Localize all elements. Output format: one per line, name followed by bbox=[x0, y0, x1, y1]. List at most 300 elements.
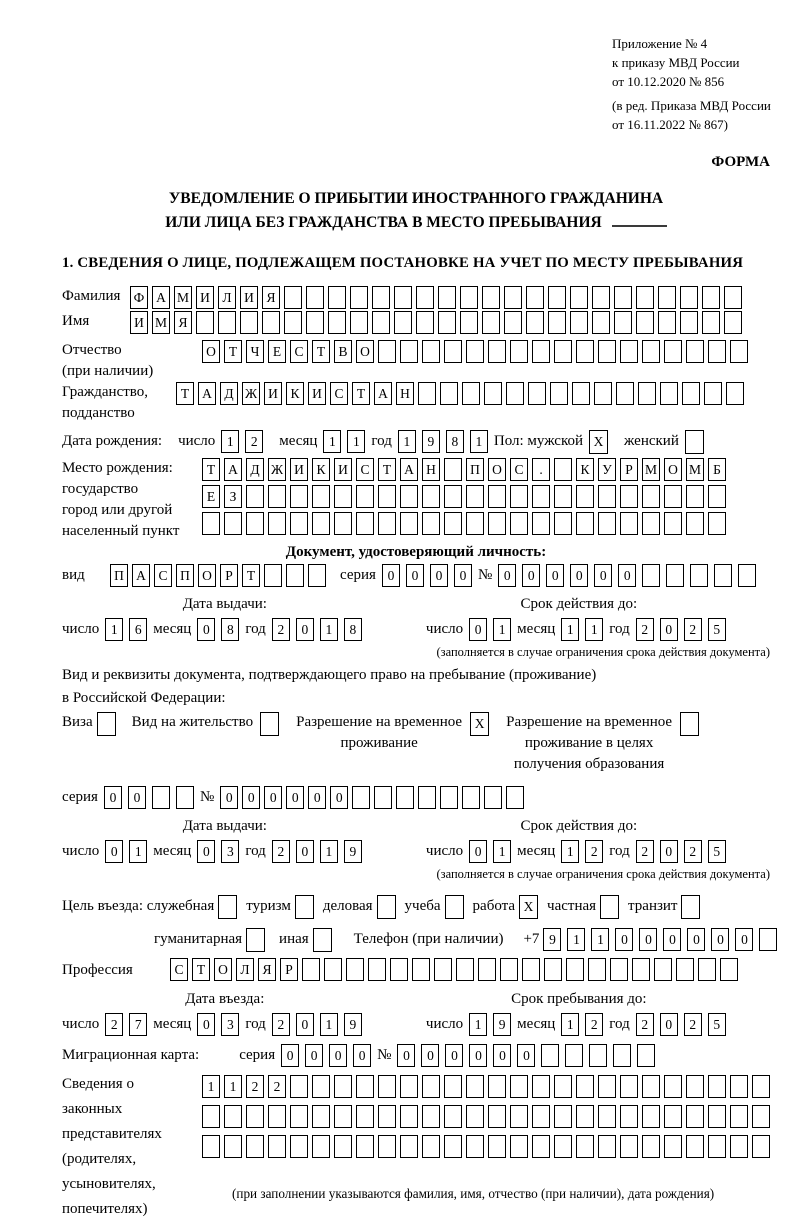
char-box[interactable]: 0 bbox=[264, 786, 282, 809]
char-box[interactable] bbox=[350, 286, 368, 309]
char-box[interactable] bbox=[708, 1075, 726, 1098]
char-box[interactable]: С bbox=[356, 458, 374, 481]
char-box[interactable]: 1 bbox=[202, 1075, 220, 1098]
char-box[interactable] bbox=[576, 340, 594, 363]
char-box[interactable] bbox=[730, 1105, 748, 1128]
char-box[interactable]: 0 bbox=[454, 564, 472, 587]
char-box[interactable] bbox=[284, 311, 302, 334]
char-box[interactable] bbox=[466, 340, 484, 363]
char-box[interactable]: Я bbox=[262, 286, 280, 309]
char-box[interactable] bbox=[506, 786, 524, 809]
char-box[interactable] bbox=[642, 485, 660, 508]
char-box[interactable]: 0 bbox=[660, 840, 678, 863]
char-box[interactable]: 0 bbox=[445, 1044, 463, 1067]
char-box[interactable]: 0 bbox=[308, 786, 326, 809]
char-box[interactable] bbox=[356, 512, 374, 535]
char-box[interactable] bbox=[532, 1135, 550, 1158]
char-box[interactable]: 1 bbox=[398, 430, 416, 453]
char-box[interactable] bbox=[550, 382, 568, 405]
char-box[interactable]: 9 bbox=[344, 840, 362, 863]
char-box[interactable] bbox=[690, 564, 708, 587]
char-box[interactable]: Н bbox=[396, 382, 414, 405]
char-box[interactable] bbox=[532, 1075, 550, 1098]
char-box[interactable] bbox=[554, 512, 572, 535]
char-box[interactable]: С bbox=[154, 564, 172, 587]
char-box[interactable]: 0 bbox=[220, 786, 238, 809]
char-box[interactable] bbox=[682, 382, 700, 405]
char-box[interactable] bbox=[620, 1075, 638, 1098]
char-box[interactable] bbox=[510, 485, 528, 508]
char-box[interactable] bbox=[390, 958, 408, 981]
char-box[interactable]: Т bbox=[242, 564, 260, 587]
char-box[interactable]: 0 bbox=[296, 618, 314, 641]
char-box[interactable] bbox=[680, 712, 699, 736]
char-box[interactable] bbox=[565, 1044, 583, 1067]
char-box[interactable] bbox=[686, 340, 704, 363]
char-box[interactable]: . bbox=[532, 458, 550, 481]
char-box[interactable] bbox=[224, 512, 242, 535]
char-box[interactable] bbox=[504, 311, 522, 334]
char-box[interactable]: И bbox=[196, 286, 214, 309]
char-box[interactable] bbox=[478, 958, 496, 981]
char-box[interactable] bbox=[554, 485, 572, 508]
char-box[interactable] bbox=[334, 1105, 352, 1128]
char-box[interactable]: 2 bbox=[684, 1013, 702, 1036]
char-box[interactable]: Т bbox=[202, 458, 220, 481]
char-box[interactable]: 1 bbox=[493, 618, 511, 641]
char-box[interactable] bbox=[290, 1075, 308, 1098]
char-box[interactable]: 2 bbox=[246, 1075, 264, 1098]
char-box[interactable] bbox=[374, 786, 392, 809]
char-box[interactable]: 0 bbox=[382, 564, 400, 587]
char-box[interactable]: 0 bbox=[469, 1044, 487, 1067]
char-box[interactable]: О bbox=[664, 458, 682, 481]
char-box[interactable] bbox=[500, 958, 518, 981]
char-box[interactable]: П bbox=[110, 564, 128, 587]
char-box[interactable] bbox=[620, 340, 638, 363]
char-box[interactable] bbox=[202, 1135, 220, 1158]
char-box[interactable] bbox=[422, 1105, 440, 1128]
char-box[interactable] bbox=[460, 286, 478, 309]
char-box[interactable] bbox=[488, 1135, 506, 1158]
char-box[interactable] bbox=[484, 786, 502, 809]
char-box[interactable] bbox=[438, 286, 456, 309]
char-box[interactable] bbox=[224, 1105, 242, 1128]
char-box[interactable] bbox=[460, 311, 478, 334]
char-box[interactable]: М bbox=[152, 311, 170, 334]
char-box[interactable] bbox=[702, 286, 720, 309]
char-box[interactable]: 0 bbox=[242, 786, 260, 809]
char-box[interactable] bbox=[462, 786, 480, 809]
char-box[interactable] bbox=[324, 958, 342, 981]
char-box[interactable]: 0 bbox=[406, 564, 424, 587]
char-box[interactable] bbox=[658, 286, 676, 309]
char-box[interactable]: 0 bbox=[546, 564, 564, 587]
char-box[interactable] bbox=[372, 311, 390, 334]
char-box[interactable] bbox=[620, 1135, 638, 1158]
char-box[interactable] bbox=[482, 311, 500, 334]
char-box[interactable]: Д bbox=[220, 382, 238, 405]
char-box[interactable]: С bbox=[510, 458, 528, 481]
char-box[interactable] bbox=[356, 1135, 374, 1158]
char-box[interactable]: К bbox=[286, 382, 304, 405]
char-box[interactable] bbox=[680, 286, 698, 309]
char-box[interactable]: 0 bbox=[711, 928, 729, 951]
char-box[interactable] bbox=[686, 1135, 704, 1158]
char-box[interactable]: Ф bbox=[130, 286, 148, 309]
char-box[interactable] bbox=[506, 382, 524, 405]
char-box[interactable]: 0 bbox=[104, 786, 122, 809]
char-box[interactable]: Е bbox=[268, 340, 286, 363]
char-box[interactable] bbox=[654, 958, 672, 981]
char-box[interactable] bbox=[698, 958, 716, 981]
char-box[interactable] bbox=[488, 485, 506, 508]
char-box[interactable] bbox=[598, 1105, 616, 1128]
char-box[interactable] bbox=[576, 1135, 594, 1158]
char-box[interactable] bbox=[488, 512, 506, 535]
char-box[interactable]: 0 bbox=[197, 840, 215, 863]
char-box[interactable] bbox=[510, 1075, 528, 1098]
char-box[interactable] bbox=[246, 512, 264, 535]
char-box[interactable] bbox=[97, 712, 116, 736]
char-box[interactable] bbox=[422, 1135, 440, 1158]
char-box[interactable] bbox=[246, 1135, 264, 1158]
char-box[interactable] bbox=[312, 1105, 330, 1128]
char-box[interactable] bbox=[378, 1075, 396, 1098]
char-box[interactable] bbox=[488, 1105, 506, 1128]
char-box[interactable] bbox=[400, 1135, 418, 1158]
char-box[interactable] bbox=[224, 1135, 242, 1158]
char-box[interactable] bbox=[306, 311, 324, 334]
char-box[interactable] bbox=[664, 340, 682, 363]
char-box[interactable]: 0 bbox=[660, 618, 678, 641]
char-box[interactable]: Р bbox=[620, 458, 638, 481]
char-box[interactable] bbox=[312, 1135, 330, 1158]
char-box[interactable] bbox=[456, 958, 474, 981]
char-box[interactable] bbox=[620, 485, 638, 508]
char-box[interactable] bbox=[752, 1135, 770, 1158]
char-box[interactable] bbox=[313, 928, 332, 952]
char-box[interactable] bbox=[598, 512, 616, 535]
char-box[interactable] bbox=[246, 928, 265, 952]
char-box[interactable] bbox=[422, 1075, 440, 1098]
char-box[interactable] bbox=[554, 1075, 572, 1098]
char-box[interactable] bbox=[676, 958, 694, 981]
char-box[interactable]: А bbox=[152, 286, 170, 309]
char-box[interactable]: 1 bbox=[493, 840, 511, 863]
char-box[interactable] bbox=[708, 1105, 726, 1128]
char-box[interactable] bbox=[484, 382, 502, 405]
char-box[interactable] bbox=[378, 485, 396, 508]
char-box[interactable] bbox=[532, 340, 550, 363]
char-box[interactable]: К bbox=[576, 458, 594, 481]
char-box[interactable]: 6 bbox=[129, 618, 147, 641]
char-box[interactable] bbox=[422, 340, 440, 363]
char-box[interactable]: 0 bbox=[570, 564, 588, 587]
char-box[interactable] bbox=[594, 382, 612, 405]
char-box[interactable]: С bbox=[290, 340, 308, 363]
char-box[interactable]: 0 bbox=[353, 1044, 371, 1067]
char-box[interactable] bbox=[246, 485, 264, 508]
char-box[interactable] bbox=[576, 512, 594, 535]
char-box[interactable]: 0 bbox=[128, 786, 146, 809]
char-box[interactable] bbox=[356, 1075, 374, 1098]
char-box[interactable]: 2 bbox=[636, 1013, 654, 1036]
char-box[interactable] bbox=[708, 1135, 726, 1158]
char-box[interactable]: 2 bbox=[636, 840, 654, 863]
char-box[interactable]: А bbox=[400, 458, 418, 481]
char-box[interactable] bbox=[510, 512, 528, 535]
char-box[interactable] bbox=[726, 382, 744, 405]
char-box[interactable] bbox=[637, 1044, 655, 1067]
char-box[interactable]: Ч bbox=[246, 340, 264, 363]
char-box[interactable] bbox=[642, 340, 660, 363]
char-box[interactable] bbox=[592, 311, 610, 334]
char-box[interactable] bbox=[286, 564, 304, 587]
char-box[interactable]: 0 bbox=[286, 786, 304, 809]
char-box[interactable] bbox=[724, 286, 742, 309]
char-box[interactable] bbox=[636, 311, 654, 334]
char-box[interactable] bbox=[356, 485, 374, 508]
char-box[interactable] bbox=[638, 382, 656, 405]
char-box[interactable] bbox=[642, 1075, 660, 1098]
char-box[interactable]: 0 bbox=[197, 618, 215, 641]
char-box[interactable] bbox=[346, 958, 364, 981]
char-box[interactable] bbox=[400, 1105, 418, 1128]
char-box[interactable] bbox=[664, 485, 682, 508]
char-box[interactable]: 0 bbox=[197, 1013, 215, 1036]
char-box[interactable]: 2 bbox=[585, 840, 603, 863]
char-box[interactable] bbox=[730, 1135, 748, 1158]
char-box[interactable] bbox=[394, 311, 412, 334]
char-box[interactable] bbox=[510, 1135, 528, 1158]
char-box[interactable]: 1 bbox=[320, 840, 338, 863]
char-box[interactable] bbox=[368, 958, 386, 981]
char-box[interactable] bbox=[730, 1075, 748, 1098]
char-box[interactable] bbox=[295, 895, 314, 919]
char-box[interactable] bbox=[466, 485, 484, 508]
char-box[interactable] bbox=[576, 1105, 594, 1128]
char-box[interactable]: М bbox=[686, 458, 704, 481]
char-box[interactable] bbox=[614, 311, 632, 334]
char-box[interactable]: 0 bbox=[281, 1044, 299, 1067]
char-box[interactable] bbox=[444, 485, 462, 508]
char-box[interactable] bbox=[610, 958, 628, 981]
char-box[interactable] bbox=[598, 340, 616, 363]
char-box[interactable] bbox=[306, 286, 324, 309]
char-box[interactable] bbox=[686, 1075, 704, 1098]
char-box[interactable]: 1 bbox=[591, 928, 609, 951]
char-box[interactable] bbox=[312, 485, 330, 508]
char-box[interactable]: 2 bbox=[272, 840, 290, 863]
char-box[interactable] bbox=[548, 311, 566, 334]
char-box[interactable]: Я bbox=[258, 958, 276, 981]
char-box[interactable]: 0 bbox=[639, 928, 657, 951]
char-box[interactable]: 1 bbox=[224, 1075, 242, 1098]
char-box[interactable] bbox=[444, 512, 462, 535]
char-box[interactable]: 1 bbox=[347, 430, 365, 453]
char-box[interactable] bbox=[554, 458, 572, 481]
char-box[interactable]: 1 bbox=[561, 618, 579, 641]
char-box[interactable] bbox=[356, 1105, 374, 1128]
char-box[interactable]: 0 bbox=[687, 928, 705, 951]
char-box[interactable] bbox=[714, 564, 732, 587]
char-box[interactable] bbox=[532, 512, 550, 535]
char-box[interactable]: А bbox=[374, 382, 392, 405]
char-box[interactable] bbox=[438, 311, 456, 334]
char-box[interactable] bbox=[642, 564, 660, 587]
char-box[interactable] bbox=[708, 512, 726, 535]
char-box[interactable]: 1 bbox=[129, 840, 147, 863]
char-box[interactable]: 0 bbox=[421, 1044, 439, 1067]
char-box[interactable] bbox=[752, 1075, 770, 1098]
char-box[interactable] bbox=[268, 1135, 286, 1158]
char-box[interactable]: Т bbox=[378, 458, 396, 481]
char-box[interactable]: 0 bbox=[615, 928, 633, 951]
char-box[interactable] bbox=[541, 1044, 559, 1067]
char-box[interactable]: 2 bbox=[684, 618, 702, 641]
char-box[interactable] bbox=[334, 1075, 352, 1098]
char-box[interactable] bbox=[290, 485, 308, 508]
char-box[interactable] bbox=[616, 382, 634, 405]
char-box[interactable] bbox=[510, 340, 528, 363]
char-box[interactable] bbox=[378, 1105, 396, 1128]
char-box[interactable] bbox=[554, 1135, 572, 1158]
char-box[interactable]: Ж bbox=[242, 382, 260, 405]
char-box[interactable] bbox=[350, 311, 368, 334]
char-box[interactable]: X bbox=[519, 895, 538, 919]
char-box[interactable] bbox=[598, 485, 616, 508]
char-box[interactable] bbox=[522, 958, 540, 981]
char-box[interactable]: 0 bbox=[493, 1044, 511, 1067]
char-box[interactable]: Б bbox=[708, 458, 726, 481]
char-box[interactable]: М bbox=[174, 286, 192, 309]
char-box[interactable]: 0 bbox=[296, 840, 314, 863]
char-box[interactable] bbox=[418, 786, 436, 809]
char-box[interactable] bbox=[284, 286, 302, 309]
char-box[interactable]: 8 bbox=[446, 430, 464, 453]
char-box[interactable] bbox=[268, 485, 286, 508]
char-box[interactable] bbox=[680, 311, 698, 334]
char-box[interactable]: X bbox=[589, 430, 608, 454]
char-box[interactable]: 2 bbox=[585, 1013, 603, 1036]
char-box[interactable]: 1 bbox=[323, 430, 341, 453]
char-box[interactable] bbox=[196, 311, 214, 334]
char-box[interactable] bbox=[290, 1135, 308, 1158]
char-box[interactable] bbox=[352, 786, 370, 809]
char-box[interactable] bbox=[328, 311, 346, 334]
char-box[interactable]: 2 bbox=[684, 840, 702, 863]
char-box[interactable] bbox=[308, 564, 326, 587]
char-box[interactable]: 0 bbox=[735, 928, 753, 951]
char-box[interactable]: 0 bbox=[517, 1044, 535, 1067]
char-box[interactable]: 8 bbox=[221, 618, 239, 641]
char-box[interactable] bbox=[664, 1105, 682, 1128]
char-box[interactable]: 1 bbox=[561, 1013, 579, 1036]
char-box[interactable] bbox=[660, 382, 678, 405]
char-box[interactable] bbox=[570, 286, 588, 309]
char-box[interactable] bbox=[218, 895, 237, 919]
char-box[interactable]: 2 bbox=[268, 1075, 286, 1098]
char-box[interactable] bbox=[240, 311, 258, 334]
char-box[interactable]: 9 bbox=[344, 1013, 362, 1036]
char-box[interactable]: Е bbox=[202, 485, 220, 508]
char-box[interactable]: 1 bbox=[105, 618, 123, 641]
char-box[interactable] bbox=[246, 1105, 264, 1128]
char-box[interactable] bbox=[422, 485, 440, 508]
char-box[interactable] bbox=[434, 958, 452, 981]
char-box[interactable]: 1 bbox=[469, 1013, 487, 1036]
char-box[interactable] bbox=[260, 712, 279, 736]
char-box[interactable]: С bbox=[170, 958, 188, 981]
char-box[interactable] bbox=[554, 340, 572, 363]
char-box[interactable] bbox=[504, 286, 522, 309]
char-box[interactable] bbox=[759, 928, 777, 951]
char-box[interactable]: 0 bbox=[594, 564, 612, 587]
char-box[interactable]: 0 bbox=[330, 786, 348, 809]
char-box[interactable] bbox=[510, 1105, 528, 1128]
char-box[interactable]: 0 bbox=[105, 840, 123, 863]
char-box[interactable]: 3 bbox=[221, 840, 239, 863]
char-box[interactable] bbox=[532, 485, 550, 508]
char-box[interactable] bbox=[576, 1075, 594, 1098]
char-box[interactable]: 0 bbox=[663, 928, 681, 951]
char-box[interactable] bbox=[268, 1105, 286, 1128]
char-box[interactable]: З bbox=[224, 485, 242, 508]
char-box[interactable] bbox=[302, 958, 320, 981]
char-box[interactable] bbox=[400, 485, 418, 508]
char-box[interactable] bbox=[264, 564, 282, 587]
char-box[interactable]: 1 bbox=[561, 840, 579, 863]
char-box[interactable] bbox=[416, 311, 434, 334]
char-box[interactable]: Ж bbox=[268, 458, 286, 481]
char-box[interactable]: О bbox=[214, 958, 232, 981]
char-box[interactable] bbox=[488, 340, 506, 363]
char-box[interactable] bbox=[394, 286, 412, 309]
char-box[interactable] bbox=[685, 430, 704, 454]
char-box[interactable]: 1 bbox=[585, 618, 603, 641]
char-box[interactable]: П bbox=[466, 458, 484, 481]
char-box[interactable] bbox=[708, 340, 726, 363]
char-box[interactable] bbox=[720, 958, 738, 981]
char-box[interactable]: 2 bbox=[245, 430, 263, 453]
char-box[interactable] bbox=[702, 311, 720, 334]
char-box[interactable]: С bbox=[330, 382, 348, 405]
char-box[interactable]: 0 bbox=[469, 618, 487, 641]
char-box[interactable] bbox=[334, 485, 352, 508]
char-box[interactable]: 7 bbox=[129, 1013, 147, 1036]
char-box[interactable] bbox=[620, 1105, 638, 1128]
char-box[interactable] bbox=[686, 1105, 704, 1128]
char-box[interactable] bbox=[708, 485, 726, 508]
char-box[interactable]: Л bbox=[236, 958, 254, 981]
char-box[interactable] bbox=[372, 286, 390, 309]
char-box[interactable] bbox=[400, 1075, 418, 1098]
char-box[interactable]: 0 bbox=[498, 564, 516, 587]
char-box[interactable]: В bbox=[334, 340, 352, 363]
char-box[interactable]: 0 bbox=[522, 564, 540, 587]
char-box[interactable]: X bbox=[470, 712, 489, 736]
char-box[interactable] bbox=[378, 340, 396, 363]
char-box[interactable] bbox=[262, 311, 280, 334]
char-box[interactable]: 0 bbox=[618, 564, 636, 587]
char-box[interactable]: 0 bbox=[660, 1013, 678, 1036]
char-box[interactable]: И bbox=[334, 458, 352, 481]
char-box[interactable] bbox=[440, 382, 458, 405]
char-box[interactable]: Р bbox=[220, 564, 238, 587]
char-box[interactable]: 0 bbox=[397, 1044, 415, 1067]
char-box[interactable]: Т bbox=[176, 382, 194, 405]
